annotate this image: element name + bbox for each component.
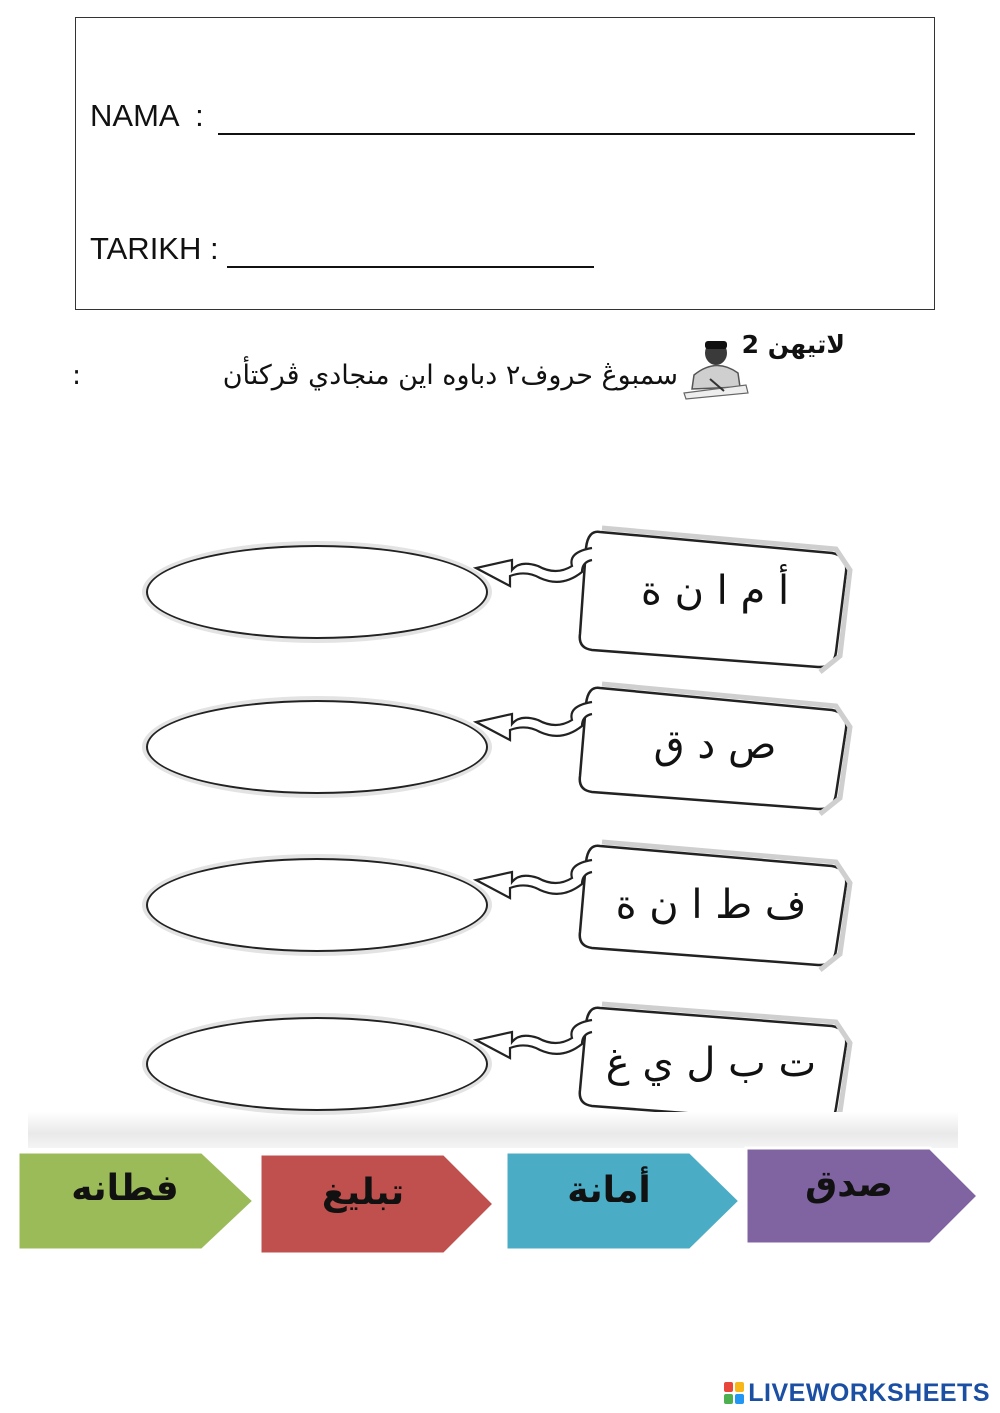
instruction-text: سمبوڠ حروف٢ دباوه اين منجادي ڤركتأن [222,360,678,391]
exercise-letters: أ م ا ن ة [640,568,790,614]
option-word[interactable]: أمانة [567,1170,651,1211]
liveworksheets-logo [724,1378,990,1408]
exercise-label: لاتيهن 2 [741,330,845,359]
option-word[interactable]: صدق [805,1164,893,1205]
nama-label: NAMA : [90,98,204,133]
exercise-letters: ت ب ل ي غ [605,1040,817,1086]
tarikh-label: TARIKH : [90,231,219,266]
exercise-letters: ف ط ا ن ة [615,882,807,928]
logo-icon [724,1382,744,1404]
exercise-letters: ص د ق [653,722,777,768]
option-word[interactable]: فطانه [71,1168,179,1209]
logo-text: LIVEWORKSHEETS [748,1378,990,1407]
option-word[interactable]: تبليغ [321,1172,405,1213]
instruction-colon: : [72,360,82,391]
